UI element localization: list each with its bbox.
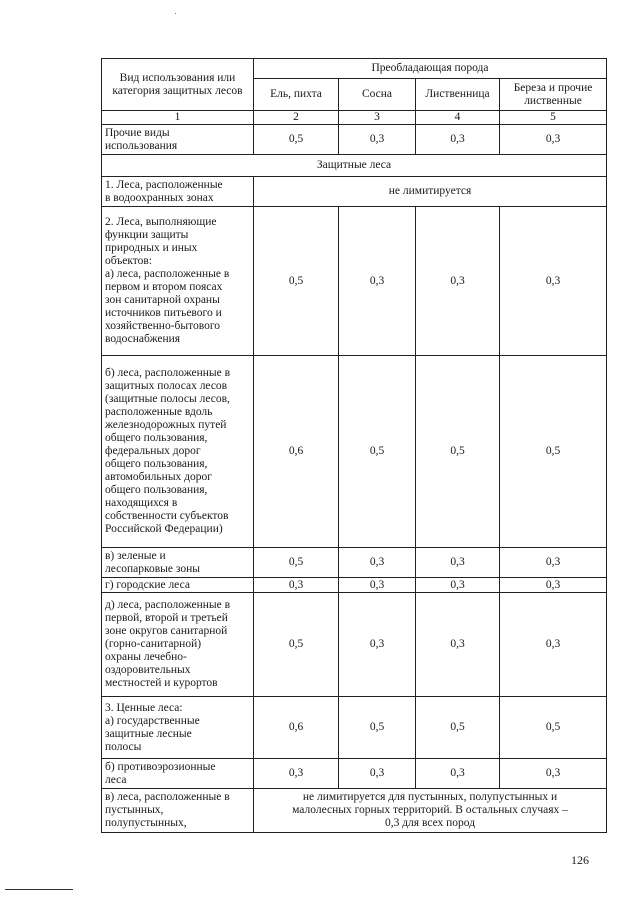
cell-value: 0,3 xyxy=(254,578,339,593)
cell-value: 0,3 xyxy=(254,759,339,789)
cell-value: 0,6 xyxy=(254,356,339,548)
cell-value: 0,3 xyxy=(339,125,416,155)
row-label: 1. Леса, расположенные в водоохранных зонах xyxy=(102,177,254,207)
spanned-value: не лимитируется для пустынных, полупустынных и малолесных горных территорий. В остальных случаях – 0,3 для всех пород xyxy=(254,789,607,833)
row-label: в) леса, расположенные в пустынных, полупустынных, xyxy=(102,789,254,833)
cell-value: 0,3 xyxy=(339,593,416,697)
cell-value: 0,3 xyxy=(416,548,500,578)
header-species-spruce: Ель, пихта xyxy=(254,79,339,111)
spanned-value: не лимитируется xyxy=(254,177,607,207)
cell-value: 0,3 xyxy=(500,125,607,155)
table-row xyxy=(102,578,607,593)
footnote-rule xyxy=(5,889,73,890)
cell-value: 0,5 xyxy=(339,697,416,759)
row-label: в) зеленые и лесопарковые зоны xyxy=(102,548,254,578)
cell-value: 0,3 xyxy=(416,759,500,789)
cell-value: 0,3 xyxy=(500,207,607,356)
table-row xyxy=(102,697,607,759)
cell-value: 0,3 xyxy=(339,207,416,356)
table-row xyxy=(102,759,607,789)
row-label: г) городские леса xyxy=(102,578,254,593)
norms-table xyxy=(101,58,607,833)
cell-value: 0,3 xyxy=(339,578,416,593)
cell-value: 0,5 xyxy=(416,697,500,759)
header-species-pine: Сосна xyxy=(339,79,416,111)
row-label: 3. Ценные леса: а) государственные защитные лесные полосы xyxy=(102,697,254,759)
cell-value: 0,3 xyxy=(416,593,500,697)
cell-value: 0,3 xyxy=(416,125,500,155)
table-row xyxy=(102,593,607,697)
cell-value: 0,3 xyxy=(500,548,607,578)
cell-value: 0,5 xyxy=(500,697,607,759)
cell-value: 0,3 xyxy=(416,207,500,356)
cell-value: 0,6 xyxy=(254,697,339,759)
cell-value: 0,3 xyxy=(500,593,607,697)
cell-value: 0,5 xyxy=(254,593,339,697)
table-row xyxy=(102,177,607,207)
header-group-species: Преобладающая порода xyxy=(254,59,607,79)
cell-value: 0,5 xyxy=(254,207,339,356)
table-row xyxy=(102,789,607,833)
section-heading: Защитные леса xyxy=(102,155,607,177)
cell-value: 0,3 xyxy=(339,759,416,789)
row-label: Прочие виды использования xyxy=(102,125,254,155)
col-number-3: 3 xyxy=(339,111,416,125)
header-col-category: Вид использования или категория защитных лесов xyxy=(102,59,254,111)
col-number-4: 4 xyxy=(416,111,500,125)
table-row xyxy=(102,207,607,356)
page-number: 126 xyxy=(571,853,589,867)
header-species-birch: Береза и прочие лиственные xyxy=(500,79,607,111)
cell-value: 0,3 xyxy=(339,548,416,578)
col-number-5: 5 xyxy=(500,111,607,125)
cell-value: 0,5 xyxy=(500,356,607,548)
col-number-1: 1 xyxy=(102,111,254,125)
row-label: б) леса, расположенные в защитных полосах лесов (защитные полосы лесов, расположенные вдоль железнодорожных путей общего пользования, федеральных дорог общего пользования, автомобильных дорог общего пользования, находящихся в собственности субъектов Российской Федерации) xyxy=(102,356,254,548)
row-label: 2. Леса, выполняющие функции защиты природных и иных объектов: а) леса, расположенные в первом и втором поясах зон санитарной охраны источников питьевого и хозяйственно-бытового водоснабжения xyxy=(102,207,254,356)
cell-value: 0,5 xyxy=(416,356,500,548)
cell-value: 0,5 xyxy=(339,356,416,548)
table-row xyxy=(102,356,607,548)
cell-value: 0,5 xyxy=(254,548,339,578)
cell-value: 0,3 xyxy=(500,578,607,593)
cell-value: 0,5 xyxy=(254,125,339,155)
table-row xyxy=(102,125,607,155)
row-label: д) леса, расположенные в первой, второй и третьей зоне округов санитарной (горно-санитарной) охраны лечебно- оздоровительных местностей и курортов xyxy=(102,593,254,697)
col-number-2: 2 xyxy=(254,111,339,125)
scan-speck xyxy=(175,13,176,14)
table-row xyxy=(102,548,607,578)
header-species-larch: Лиственница xyxy=(416,79,500,111)
cell-value: 0,3 xyxy=(500,759,607,789)
row-label: б) противоэрозионные леса xyxy=(102,759,254,789)
cell-value: 0,3 xyxy=(416,578,500,593)
